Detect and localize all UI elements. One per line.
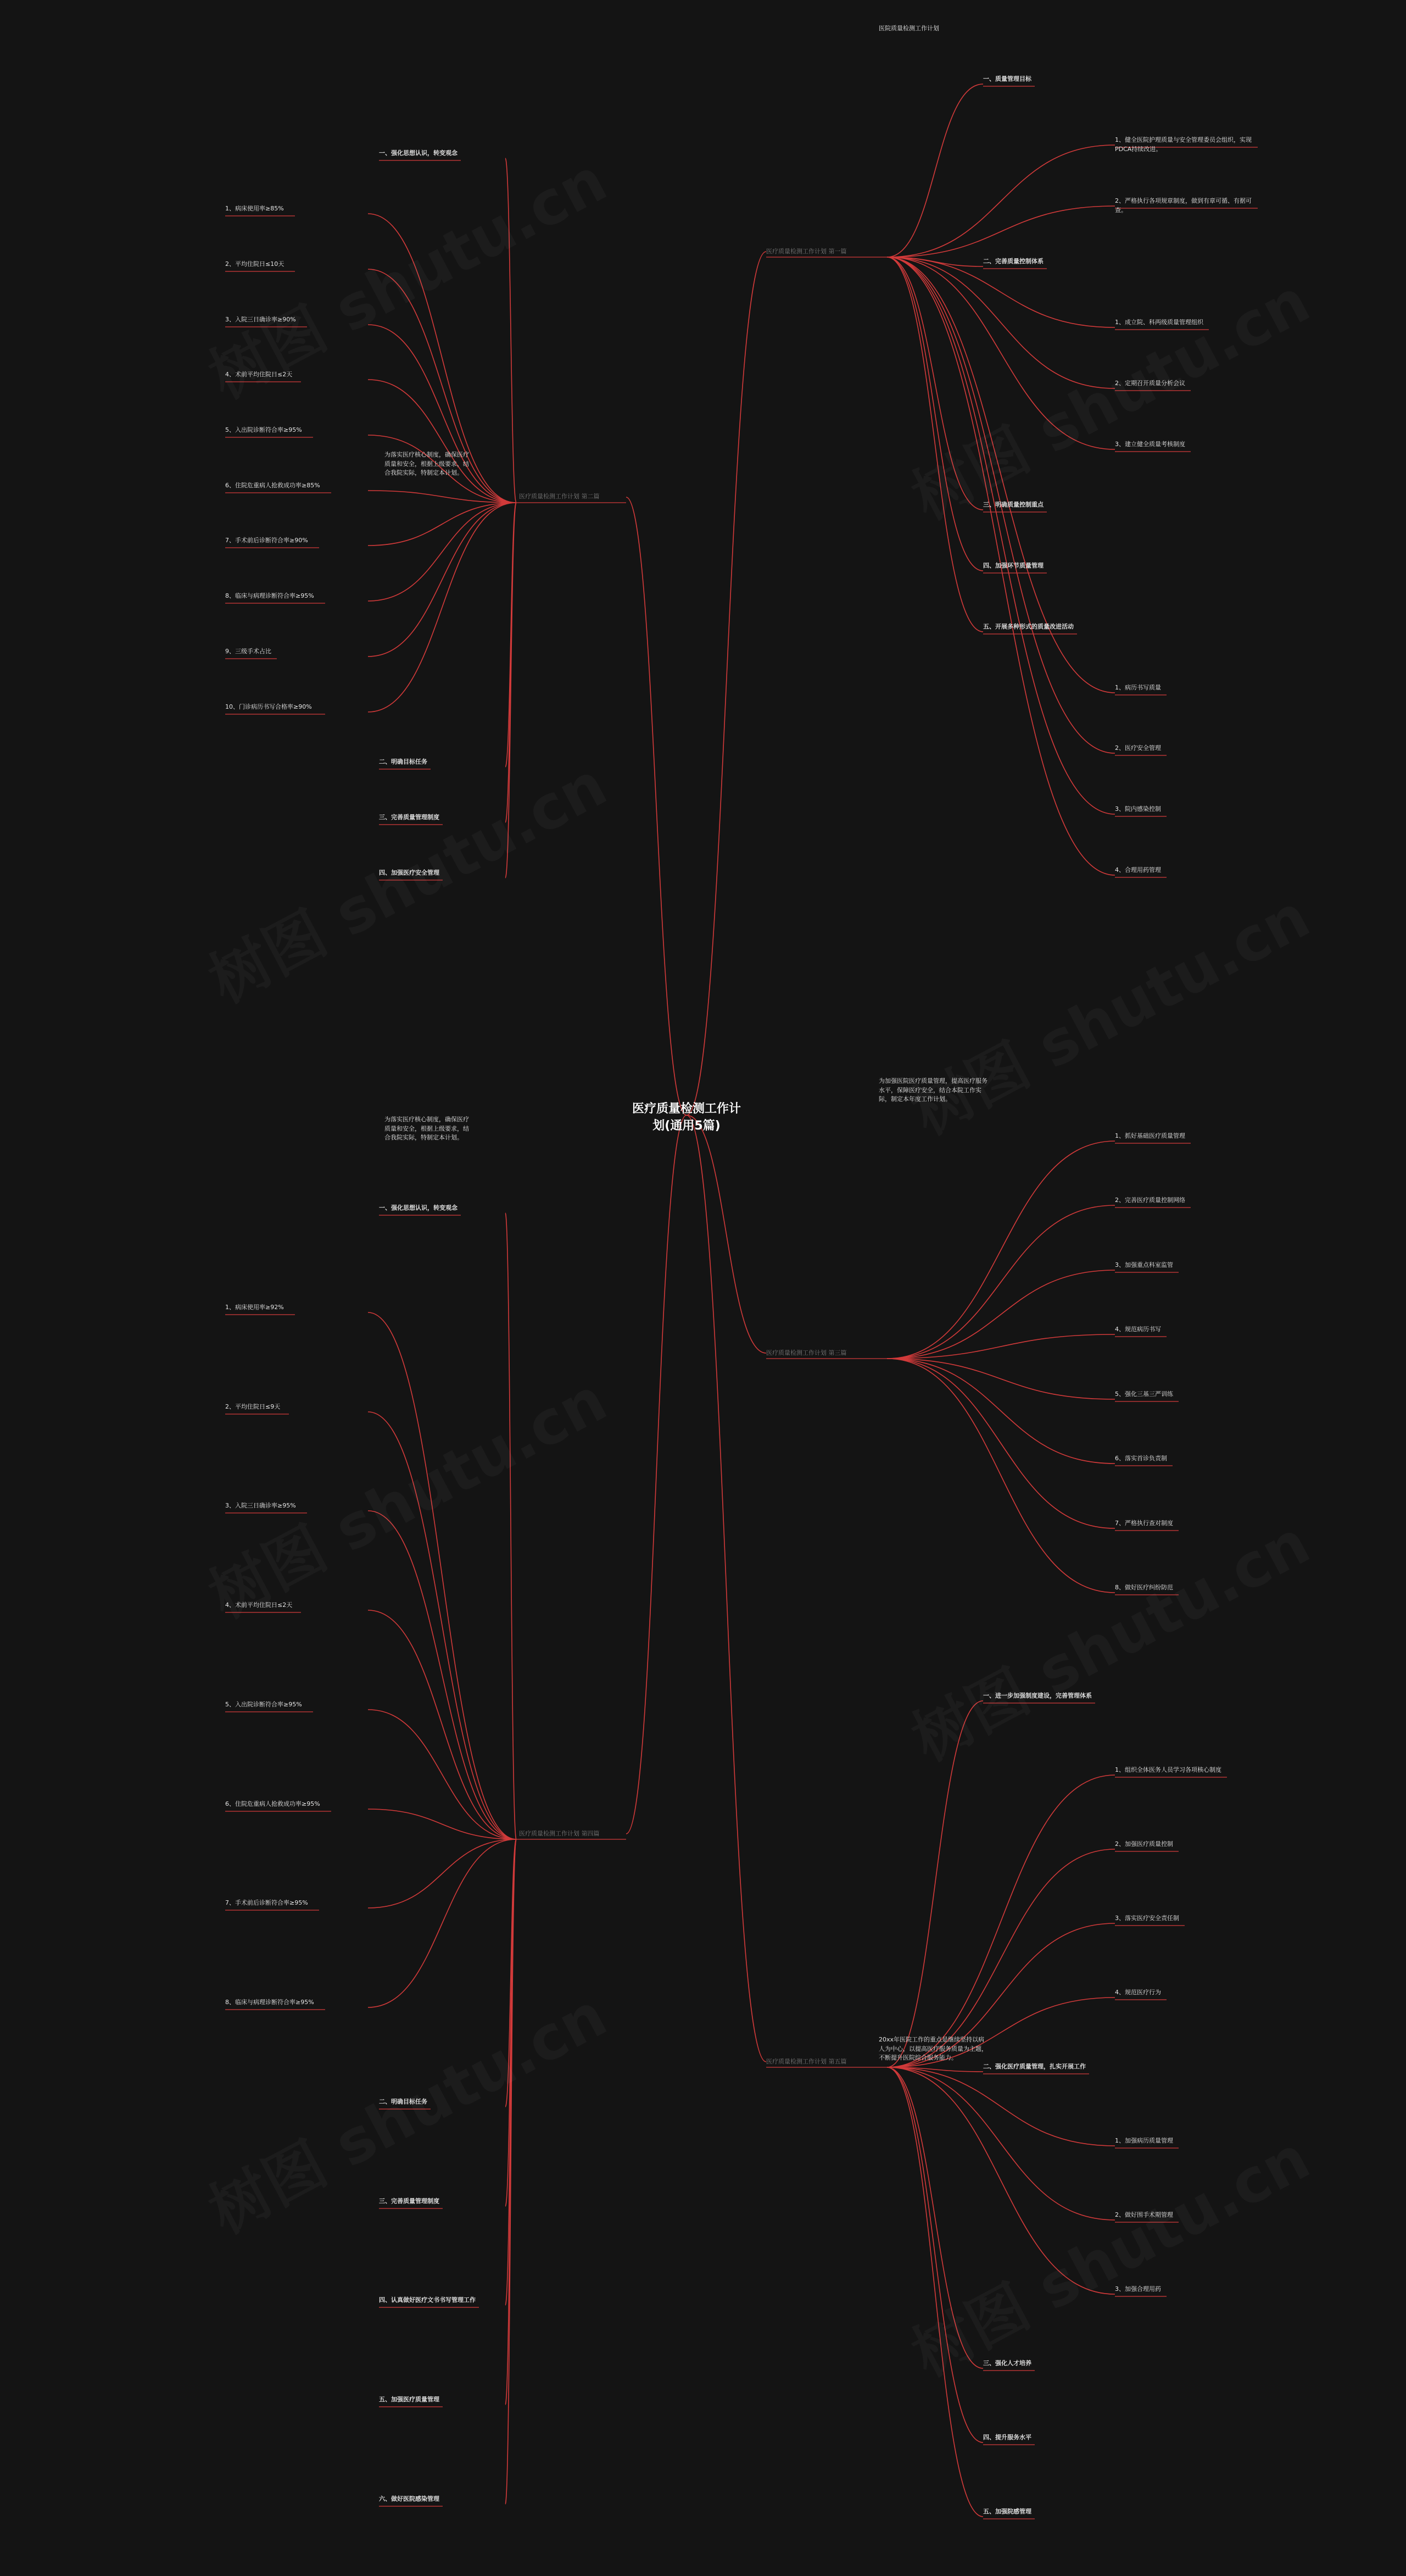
- connector: [887, 2067, 983, 2443]
- section-heading[interactable]: 二、明确目标任务: [379, 2098, 427, 2105]
- connector: [887, 1359, 1115, 1528]
- list-item[interactable]: 5、入出院诊断符合率≥95%: [225, 426, 302, 433]
- section-heading[interactable]: 一、进一步加强制度建设，完善管理体系: [983, 1692, 1092, 1699]
- list-item[interactable]: 8、临床与病理诊断符合率≥95%: [225, 592, 314, 599]
- list-item[interactable]: 1、成立院、科两级质量管理组织: [1115, 319, 1203, 326]
- connector: [505, 1839, 516, 2504]
- section-heading[interactable]: 三、完善质量管理制度: [379, 2197, 439, 2205]
- list-item[interactable]: 8、做好医疗纠纷防范: [1115, 1584, 1173, 1591]
- list-item[interactable]: 8、临床与病理诊断符合率≥95%: [225, 1999, 314, 2006]
- branch-2-intro: 为落实医疗核心制度，确保医疗质量和安全，根据上级要求，结合我院实际，特制定本计划。: [384, 451, 469, 476]
- connector: [368, 503, 516, 656]
- list-item[interactable]: 1、组织全体医务人员学习各项核心制度: [1115, 1766, 1221, 1773]
- section-heading[interactable]: 三、完善质量管理制度: [379, 814, 439, 821]
- section-heading[interactable]: 一、质量管理目标: [983, 75, 1031, 82]
- branch-3-intro: 为加强医院医疗质量管理，提高医疗服务水平，保障医疗安全，结合本院工作实际，制定本年度工作计划。: [879, 1077, 987, 1103]
- branch-5-intro: 20xx年医院工作的重点是继续坚持以病人为中心，以提高医疗服务质量为主题，不断提升医院综合服务能力。: [879, 2036, 987, 2061]
- connector: [887, 257, 1115, 814]
- connector: [887, 257, 983, 571]
- connector: [505, 1213, 516, 1839]
- list-item[interactable]: 2、做好围手术期管理: [1115, 2211, 1173, 2218]
- connector: [887, 2067, 983, 2368]
- list-item[interactable]: 2、加强医疗质量控制: [1115, 1840, 1173, 1848]
- connector: [887, 84, 983, 257]
- section-heading[interactable]: 一、强化思想认识，转变观念: [379, 149, 457, 157]
- connector: [887, 1141, 1115, 1359]
- list-item[interactable]: 5、强化三基三严训练: [1115, 1390, 1173, 1398]
- section-heading[interactable]: 五、开展多种形式的质量改进活动: [983, 623, 1074, 630]
- connector: [887, 2067, 1115, 2146]
- connector: [887, 1270, 1115, 1359]
- branch-3-label[interactable]: 医疗质量检测工作计划 第三篇: [766, 1349, 847, 1356]
- list-item[interactable]: 2、定期召开质量分析会议: [1115, 380, 1185, 387]
- connector: [687, 1115, 766, 1353]
- connector: [368, 1710, 516, 1839]
- connector: [368, 1839, 516, 2007]
- branch-5-label[interactable]: 医疗质量检测工作计划 第五篇: [766, 2058, 847, 2065]
- connector: [368, 503, 516, 601]
- connector: [887, 2067, 1115, 2220]
- branch-1-label[interactable]: 医疗质量检测工作计划 第一篇: [766, 248, 847, 255]
- section-heading[interactable]: 二、完善质量控制体系: [983, 258, 1044, 265]
- section-heading[interactable]: 四、加强医疗安全管理: [379, 869, 439, 876]
- list-item[interactable]: 2、医疗安全管理: [1115, 744, 1161, 752]
- connector: [368, 1312, 516, 1839]
- branch-4-intro: 为落实医疗核心制度，确保医疗质量和安全，根据上级要求，结合我院实际，特制定本计划。: [384, 1116, 469, 1141]
- list-item[interactable]: 7、手术前后诊断符合率≥90%: [225, 537, 308, 544]
- list-item[interactable]: 1、病床使用率≥92%: [225, 1304, 284, 1311]
- branch-2-label[interactable]: 医疗质量检测工作计划 第二篇: [519, 493, 600, 500]
- section-heading[interactable]: 四、加强环节质量管理: [983, 562, 1044, 569]
- section-heading[interactable]: 四、提升服务水平: [983, 2434, 1031, 2441]
- list-item[interactable]: 9、三级手术占比: [225, 648, 271, 655]
- connector: [887, 1775, 1115, 2067]
- section-heading[interactable]: 一、强化思想认识，转变观念: [379, 1204, 457, 1211]
- connector: [368, 503, 516, 712]
- connector: [687, 1115, 766, 2062]
- list-item[interactable]: 3、入院三日确诊率≥95%: [225, 1502, 296, 1509]
- list-item[interactable]: 7、手术前后诊断符合率≥95%: [225, 1899, 308, 1906]
- root-topic[interactable]: 医疗质量检测工作计划(通用5篇): [632, 1102, 741, 1133]
- connector: [505, 503, 516, 767]
- connector: [887, 1849, 1115, 2067]
- connector: [505, 1839, 516, 2305]
- connector: [368, 1610, 516, 1839]
- connector: [368, 503, 516, 546]
- list-item[interactable]: 1、抓好基础医疗质量管理: [1115, 1132, 1185, 1139]
- section-heading[interactable]: 三、强化人才培养: [983, 2360, 1031, 2367]
- connector: [887, 257, 983, 510]
- list-item[interactable]: 4、规范病历书写: [1115, 1326, 1161, 1333]
- list-item[interactable]: 7、严格执行查对制度: [1115, 1520, 1173, 1527]
- section-heading[interactable]: 五、加强院感管理: [983, 2508, 1031, 2515]
- connector: [887, 1359, 1115, 1593]
- branch-1-intro: 医院质量检测工作计划: [879, 25, 939, 32]
- list-item[interactable]: 4、术前平均住院日≤2天: [225, 1601, 293, 1609]
- list-item[interactable]: 3、加强合理用药: [1115, 2285, 1161, 2293]
- connector: [505, 158, 516, 503]
- list-item[interactable]: 3、入院三日确诊率≥90%: [225, 316, 296, 323]
- list-item[interactable]: 3、院内感染控制: [1115, 805, 1161, 813]
- connector: [887, 257, 1115, 449]
- list-item[interactable]: 6、住院危重病人抢救成功率≥85%: [225, 482, 320, 489]
- connector: [887, 2067, 983, 2517]
- connector: [626, 497, 687, 1115]
- list-item[interactable]: 2、平均住院日≤9天: [225, 1403, 281, 1410]
- connector: [368, 1511, 516, 1839]
- list-item[interactable]: 5、入出院诊断符合率≥95%: [225, 1701, 302, 1708]
- list-item[interactable]: 3、加强重点科室监管: [1115, 1261, 1173, 1268]
- connector: [687, 252, 766, 1115]
- connector: [368, 1839, 516, 1908]
- connector: [887, 145, 1115, 257]
- section-heading[interactable]: 三、明确质量控制重点: [983, 501, 1044, 508]
- list-item[interactable]: 3、落实医疗安全责任制: [1115, 1915, 1179, 1922]
- connector: [887, 1701, 983, 2067]
- list-item[interactable]: 1、病历书写质量: [1115, 684, 1161, 691]
- section-heading[interactable]: 六、做好医院感染管理: [379, 2495, 439, 2502]
- section-heading[interactable]: 五、加强医疗质量管理: [379, 2396, 439, 2403]
- list-item[interactable]: 10、门诊病历书写合格率≥90%: [225, 703, 312, 710]
- list-item[interactable]: 4、术前平均住院日≤2天: [225, 371, 293, 378]
- list-item[interactable]: 2、完善医疗质量控制网络: [1115, 1197, 1185, 1204]
- section-heading[interactable]: 二、强化医疗质量管理，扎实开展工作: [983, 2063, 1086, 2070]
- branch-4-label[interactable]: 医疗质量检测工作计划 第四篇: [519, 1830, 600, 1837]
- list-item[interactable]: 1、健全医院护理质量与安全管理委员会组织，实现PDCA持续改进。: [1115, 136, 1252, 153]
- section-heading[interactable]: 二、明确目标任务: [379, 758, 427, 765]
- connector: [887, 206, 1115, 257]
- connector: [626, 1115, 687, 1834]
- list-item[interactable]: 6、落实首诊负责制: [1115, 1455, 1167, 1462]
- list-item[interactable]: 1、加强病历质量管理: [1115, 2137, 1173, 2144]
- list-item[interactable]: 2、严格执行各项规章制度，做到有章可循、有据可查。: [1115, 197, 1252, 214]
- list-item[interactable]: 1、病床使用率≥85%: [225, 205, 284, 212]
- list-item[interactable]: 2、平均住院日≤10天: [225, 260, 284, 268]
- list-item[interactable]: 4、合理用药管理: [1115, 866, 1161, 873]
- connector: [887, 2067, 1115, 2294]
- list-item[interactable]: 4、规范医疗行为: [1115, 1989, 1161, 1996]
- list-item[interactable]: 3、建立健全质量考核制度: [1115, 441, 1185, 448]
- connector: [887, 1359, 1115, 1464]
- connector: [368, 380, 516, 503]
- connector: [887, 1334, 1115, 1359]
- section-heading[interactable]: 四、认真做好医疗文书书写管理工作: [379, 2296, 476, 2304]
- list-item[interactable]: 6、住院危重病人抢救成功率≥95%: [225, 1800, 320, 1807]
- connector: [505, 503, 516, 878]
- connector: [887, 257, 983, 632]
